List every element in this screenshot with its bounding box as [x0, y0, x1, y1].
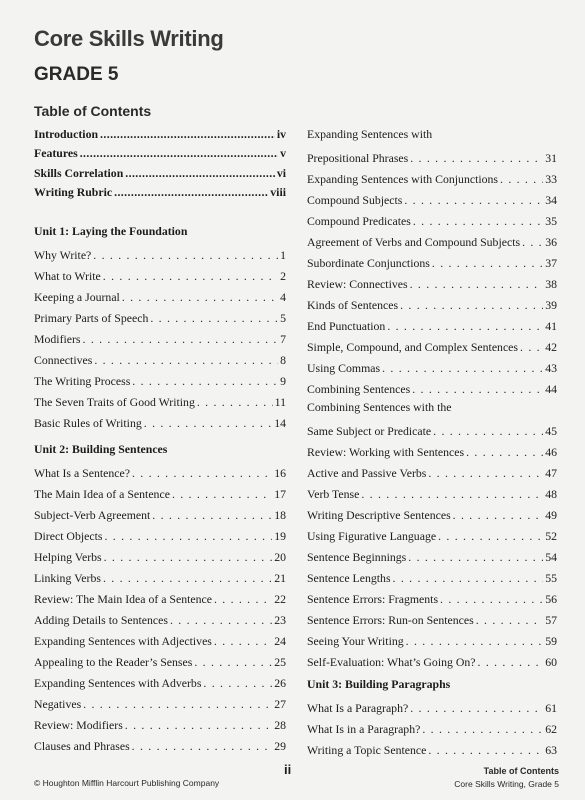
- toc-entry[interactable]: [307, 124, 557, 166]
- leader-dots: [132, 739, 273, 754]
- entry-title: Sentence Beginnings: [307, 550, 407, 564]
- entry-title-line1: Combining Sentences with the: [307, 400, 452, 414]
- toc-entry[interactable]: [307, 695, 557, 716]
- leader-dots: [104, 529, 272, 544]
- entry-title: Features: [34, 146, 78, 160]
- entry-title: End Punctuation: [307, 319, 386, 333]
- entry-title: Review: Working with Sentences: [307, 445, 465, 459]
- toc-entry[interactable]: [307, 250, 557, 271]
- leader-dots: [520, 340, 543, 355]
- entry-page: 49: [545, 508, 557, 522]
- entry-title-line1: Expanding Sentences with: [307, 127, 433, 141]
- toc-entry[interactable]: [34, 410, 286, 431]
- entry-title: Skills Correlation: [34, 165, 124, 180]
- leader-dots: [410, 151, 543, 166]
- toc-entry[interactable]: [307, 229, 557, 250]
- leader-dots: [478, 655, 544, 670]
- toc-entry[interactable]: [34, 368, 286, 389]
- entry-page: 4: [280, 290, 286, 304]
- leader-dots: [410, 701, 543, 716]
- leader-dots: [522, 235, 543, 250]
- leader-dots: [440, 592, 543, 607]
- entry-title: Sentence Errors: Fragments: [307, 592, 439, 606]
- unit3-list: [307, 695, 557, 758]
- leader-dots: [203, 676, 272, 691]
- page-number: ii: [284, 762, 292, 777]
- front-matter-list: [34, 122, 286, 200]
- toc-entry[interactable]: [34, 389, 286, 410]
- toc-entry[interactable]: [34, 161, 286, 181]
- book-title: Core Skills Writing: [34, 26, 224, 51]
- entry-title: Writing Descriptive Sentences: [307, 508, 451, 522]
- entry-title: Negatives: [34, 697, 82, 711]
- leader-dots: [432, 256, 543, 271]
- toc-entry[interactable]: [34, 733, 286, 754]
- leader-dots: [83, 332, 279, 347]
- toc-entry[interactable]: [307, 649, 557, 670]
- toc-heading: Table of Contents: [34, 103, 152, 119]
- leader-dots: [433, 424, 543, 439]
- entry-title: Review: The Main Idea of a Sentence: [34, 592, 212, 606]
- entry-page: 16: [274, 466, 286, 480]
- entry-page: vi: [276, 165, 286, 180]
- grade-heading: GRADE 5: [34, 64, 119, 85]
- entry-title: Using Commas: [307, 361, 381, 375]
- toc-entry[interactable]: [307, 208, 557, 229]
- leader-dots: [382, 361, 543, 376]
- toc-entry[interactable]: [307, 355, 557, 376]
- entry-title: Using Figurative Language: [307, 529, 437, 543]
- leader-dots: [80, 146, 278, 161]
- entry-title: Adding Details to Sentences: [34, 613, 168, 627]
- toc-entry[interactable]: [34, 628, 286, 649]
- entry-title: Modifiers: [34, 332, 81, 346]
- entry-title: Compound Subjects: [307, 193, 403, 207]
- entry-title: Simple, Compound, and Complex Sentences: [307, 340, 519, 354]
- entry-title: Appealing to the Reader’s Senses: [34, 655, 193, 669]
- leader-dots: [122, 290, 278, 305]
- leader-dots: [393, 571, 544, 586]
- toc-entry[interactable]: [34, 460, 286, 481]
- leader-dots: [150, 311, 278, 326]
- leader-dots: [103, 571, 272, 586]
- leader-dots: [125, 718, 272, 733]
- leader-dots: [104, 550, 273, 565]
- entry-page: 44: [545, 382, 557, 396]
- entry-page: 63: [545, 743, 557, 757]
- toc-entry[interactable]: [307, 586, 557, 607]
- toc-entry[interactable]: [34, 326, 286, 347]
- entry-page: 24: [274, 634, 286, 648]
- toc-entry[interactable]: [307, 460, 557, 481]
- entry-title: Prepositional Phrases: [307, 151, 409, 165]
- leader-dots: [144, 416, 272, 431]
- entry-page: 27: [274, 697, 286, 711]
- entry-page: 7: [280, 332, 286, 346]
- unit1-heading: Unit 1: Laying the Foundation: [34, 224, 188, 238]
- leader-dots: [413, 214, 543, 229]
- entry-title: Expanding Sentences with Conjunctions: [307, 172, 499, 186]
- toc-entry[interactable]: [34, 565, 286, 586]
- leader-dots: [400, 298, 543, 313]
- toc-right-column: [307, 124, 557, 758]
- entry-page: 17: [274, 487, 286, 501]
- entry-page: 42: [545, 340, 557, 354]
- entry-title: Expanding Sentences with Adverbs: [34, 676, 202, 690]
- entry-title: The Main Idea of a Sentence: [34, 487, 170, 501]
- entry-title: Sentence Errors: Run-on Sentences: [307, 613, 474, 627]
- entry-page: 37: [545, 256, 557, 270]
- leader-dots: [361, 487, 543, 502]
- toc-entry[interactable]: [34, 122, 286, 142]
- leader-dots: [410, 277, 544, 292]
- toc-entry[interactable]: [307, 313, 557, 334]
- unit2-heading: Unit 2: Building Sentences: [34, 442, 168, 456]
- entry-page: 61: [545, 701, 557, 715]
- entry-title: What Is a Paragraph?: [307, 701, 409, 715]
- entry-title: Review: Modifiers: [34, 718, 123, 732]
- entry-title: Kinds of Sentences: [307, 298, 399, 312]
- toc-left-column: [34, 122, 286, 754]
- toc-entry[interactable]: [307, 502, 557, 523]
- toc-entry[interactable]: [34, 649, 286, 670]
- leader-dots: [83, 697, 272, 712]
- toc-entry[interactable]: [34, 586, 286, 607]
- entry-page: 23: [274, 613, 286, 627]
- toc-entry[interactable]: [34, 712, 286, 733]
- toc-entry[interactable]: [307, 439, 557, 460]
- toc-entry[interactable]: [34, 284, 286, 305]
- entry-page: 31: [545, 151, 557, 165]
- entry-page: 55: [545, 571, 557, 585]
- toc-entry[interactable]: [307, 166, 557, 187]
- toc-entry[interactable]: [34, 544, 286, 565]
- entry-title: Keeping a Journal: [34, 290, 120, 304]
- entry-title: Compound Predicates: [307, 214, 411, 228]
- leader-dots: [422, 722, 543, 737]
- footer-subtitle: Core Skills Writing, Grade 5: [454, 779, 559, 789]
- entry-page: 43: [545, 361, 557, 375]
- toc-entry[interactable]: [307, 292, 557, 313]
- unit2-list: [34, 460, 286, 754]
- leader-dots: [170, 613, 272, 628]
- copyright-notice: © Houghton Mifflin Harcourt Publishing Company: [34, 778, 220, 788]
- entry-page: 35: [545, 214, 557, 228]
- entry-title: Basic Rules of Writing: [34, 416, 142, 430]
- toc-entry[interactable]: [307, 628, 557, 649]
- entry-title: Verb Tense: [307, 487, 360, 501]
- entry-page: 2: [280, 269, 286, 283]
- entry-title: Clauses and Phrases: [34, 739, 130, 753]
- leader-dots: [214, 592, 272, 607]
- toc-entry[interactable]: [307, 376, 557, 397]
- entry-page: 47: [545, 466, 557, 480]
- leader-dots: [466, 445, 543, 460]
- leader-dots: [406, 634, 544, 649]
- leader-dots: [412, 382, 543, 397]
- entry-page: 14: [274, 416, 286, 430]
- entry-page: 9: [280, 374, 286, 388]
- entry-page: 46: [545, 445, 557, 459]
- entry-title: Primary Parts of Speech: [34, 311, 149, 325]
- entry-page: 59: [545, 634, 557, 648]
- entry-title: Review: Connectives: [307, 277, 408, 291]
- leader-dots: [428, 466, 543, 481]
- entry-page: 25: [274, 655, 286, 669]
- entry-title: Self-Evaluation: What’s Going On?: [307, 655, 476, 669]
- entry-page: 5: [280, 311, 286, 325]
- toc-entry[interactable]: [307, 523, 557, 544]
- unit2-continued-list: [307, 124, 557, 670]
- entry-page: 56: [545, 592, 557, 606]
- leader-dots: [103, 269, 278, 284]
- entry-title: Combining Sentences: [307, 382, 411, 396]
- toc-entry[interactable]: [307, 716, 557, 737]
- entry-page: 8: [280, 353, 286, 367]
- toc-entry[interactable]: [34, 305, 286, 326]
- entry-title: Seeing Your Writing: [307, 634, 404, 648]
- unit3-heading: Unit 3: Building Paragraphs: [307, 677, 451, 691]
- entry-page: 20: [274, 550, 286, 564]
- leader-dots: [197, 395, 273, 410]
- entry-title: Direct Objects: [34, 529, 103, 543]
- toc-entry[interactable]: [307, 737, 557, 758]
- toc-entry[interactable]: [34, 502, 286, 523]
- leader-dots: [100, 127, 275, 142]
- entry-title: What Is in a Paragraph?: [307, 722, 421, 736]
- entry-title: Writing Rubric: [34, 185, 113, 199]
- entry-page: 36: [545, 235, 557, 249]
- entry-page: 38: [545, 277, 557, 291]
- toc-entry[interactable]: [307, 607, 557, 628]
- toc-entry[interactable]: [34, 242, 286, 263]
- toc-entry[interactable]: [307, 397, 557, 439]
- entry-page: 54: [545, 550, 557, 564]
- entry-title: Writing a Topic Sentence: [307, 743, 427, 757]
- entry-page: 1: [280, 248, 286, 262]
- toc-entry[interactable]: [34, 142, 286, 162]
- leader-dots: [132, 466, 272, 481]
- entry-page: 33: [545, 172, 557, 186]
- toc-entry[interactable]: [307, 187, 557, 208]
- entry-page: 62: [545, 722, 557, 736]
- entry-page: 41: [545, 319, 557, 333]
- leader-dots: [387, 319, 543, 334]
- toc-entry[interactable]: [307, 565, 557, 586]
- leader-dots: [114, 185, 268, 200]
- entry-title: Same Subject or Predicate: [307, 424, 432, 438]
- leader-dots: [404, 193, 543, 208]
- leader-dots: [125, 166, 275, 181]
- leader-dots: [476, 613, 543, 628]
- leader-dots: [408, 550, 543, 565]
- leader-dots: [453, 508, 544, 523]
- entry-title: Introduction: [34, 126, 99, 141]
- entry-title: Sentence Lengths: [307, 571, 391, 585]
- entry-page: 39: [545, 298, 557, 312]
- entry-page: v: [280, 146, 286, 160]
- unit1-list: [34, 242, 286, 431]
- entry-page: 48: [545, 487, 557, 501]
- leader-dots: [172, 487, 272, 502]
- entry-page: viii: [270, 185, 286, 199]
- entry-title: Subject-Verb Agreement: [34, 508, 151, 522]
- leader-dots: [438, 529, 543, 544]
- entry-page: iv: [276, 126, 286, 141]
- leader-dots: [428, 743, 543, 758]
- entry-title: Linking Verbs: [34, 571, 101, 585]
- entry-page: 60: [545, 655, 557, 669]
- entry-page: 29: [274, 739, 286, 753]
- entry-title: Connectives: [34, 353, 93, 367]
- entry-page: 52: [545, 529, 557, 543]
- toc-entry[interactable]: [34, 670, 286, 691]
- toc-entry[interactable]: [34, 481, 286, 502]
- toc-entry[interactable]: [34, 691, 286, 712]
- leader-dots: [194, 655, 272, 670]
- toc-entry[interactable]: [34, 523, 286, 544]
- entry-title: Why Write?: [34, 248, 92, 262]
- toc-entry[interactable]: [34, 181, 286, 201]
- entry-page: 57: [545, 613, 557, 627]
- entry-page: 11: [274, 395, 286, 409]
- entry-title: Agreement of Verbs and Compound Subjects: [307, 235, 521, 249]
- leader-dots: [214, 634, 272, 649]
- toc-entry[interactable]: [34, 347, 286, 368]
- entry-title: What to Write: [34, 269, 101, 283]
- footer-section-title: Table of Contents: [483, 766, 559, 776]
- toc-entry[interactable]: [307, 334, 557, 355]
- entry-page: 22: [274, 592, 286, 606]
- entry-title: Expanding Sentences with Adjectives: [34, 634, 212, 648]
- entry-title: The Writing Process: [34, 374, 131, 388]
- toc-entry[interactable]: [307, 271, 557, 292]
- toc-entry[interactable]: [34, 607, 286, 628]
- entry-page: 18: [274, 508, 286, 522]
- leader-dots: [132, 374, 278, 389]
- entry-page: 26: [274, 676, 286, 690]
- entry-page: 19: [274, 529, 286, 543]
- entry-title: The Seven Traits of Good Writing: [34, 395, 195, 409]
- leader-dots: [93, 248, 278, 263]
- leader-dots: [152, 508, 272, 523]
- entry-title: Helping Verbs: [34, 550, 102, 564]
- toc-entry[interactable]: [307, 544, 557, 565]
- entry-page: 28: [274, 718, 286, 732]
- entry-title: What Is a Sentence?: [34, 466, 130, 480]
- leader-dots: [94, 353, 278, 368]
- entry-page: 21: [274, 571, 286, 585]
- entry-title: Subordinate Conjunctions: [307, 256, 430, 270]
- toc-entry[interactable]: [307, 481, 557, 502]
- entry-title: Active and Passive Verbs: [307, 466, 427, 480]
- leader-dots: [500, 172, 543, 187]
- entry-page: 45: [545, 424, 557, 438]
- entry-page: 34: [545, 193, 557, 207]
- toc-entry[interactable]: [34, 263, 286, 284]
